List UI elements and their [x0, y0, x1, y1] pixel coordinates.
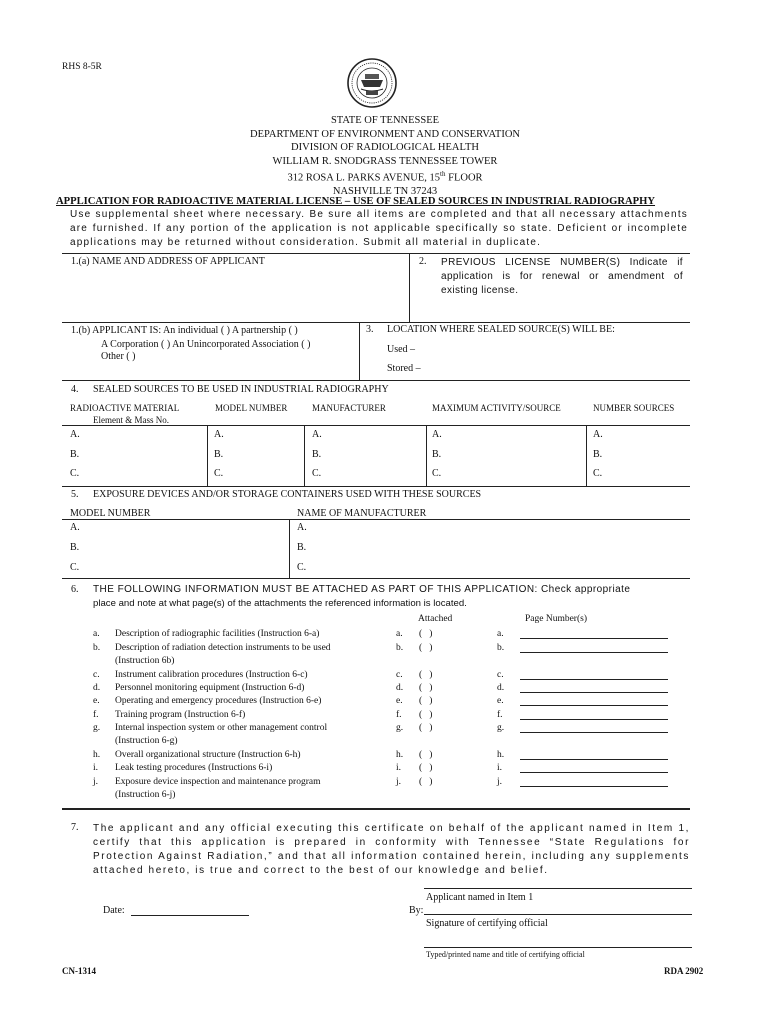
item-7-certification-text: The applicant and any official executing this certificate on behalf of the applicant named in Item 1, certify that this application is prepared in conformity with Tennessee “State Regulations for Protection Against Radiation,” and that all information contained herein, including any supplements attached hereto, is true and correct to the best of our knowledge and belief. — [93, 823, 690, 876]
attachment-letter: e. — [497, 696, 504, 706]
sealed-source-cell[interactable]: B. — [593, 449, 603, 460]
previous-license-number-field[interactable] — [412, 298, 688, 320]
attachment-description: Overall organizational structure (Instruction 6-h) — [115, 750, 301, 760]
sealed-source-cell[interactable]: B. — [312, 449, 322, 460]
instructions-text: Use supplemental sheet where necessary. Be sure all items are completed and that all necessary attachments are furnished. If any portion of the application is not applicable specifically so state. Deficient or incomplete applications may be returned without consideration. Submit all material in duplicate. — [70, 209, 688, 248]
attachment-description: Instrument calibration procedures (Instruction 6-c) — [115, 670, 308, 680]
attachment-letter: c. — [396, 670, 403, 680]
item-1a-label: 1.(a) NAME AND ADDRESS OF APPLICANT — [71, 256, 265, 267]
item-5-number: 5. — [71, 489, 79, 500]
attachment-letter: j. — [396, 777, 402, 787]
attached-checkbox[interactable]: ( ) — [419, 763, 433, 773]
attachment-letter: g. — [497, 723, 505, 733]
device-cell[interactable]: C. — [70, 562, 80, 573]
attachment-description: Internal inspection system or other management control — [115, 723, 328, 733]
attached-checkbox[interactable]: ( ) — [419, 723, 433, 733]
col-device-manufacturer: NAME OF MANUFACTURER — [297, 508, 427, 519]
col-page-numbers: Page Number(s) — [525, 614, 587, 624]
header-division: DIVISION OF RADIOLOGICAL HEALTH — [291, 142, 479, 153]
page-number-field[interactable] — [520, 652, 668, 653]
page-number-field[interactable] — [520, 719, 668, 720]
item-4-label: SEALED SOURCES TO BE USED IN INDUSTRIAL RADIOGRAPHY — [93, 384, 389, 395]
sealed-source-cell[interactable]: B. — [214, 449, 224, 460]
attachment-description: Training program (Instruction 6-f) — [115, 710, 246, 720]
attachment-letter: a. — [396, 629, 403, 639]
applicant-name-address-field[interactable] — [64, 270, 404, 318]
attachment-letter: e. — [396, 696, 403, 706]
item-6-label-line1: THE FOLLOWING INFORMATION MUST BE ATTACHED AS PART OF THIS APPLICATION: Check appropriate — [93, 584, 631, 595]
sealed-source-cell[interactable]: C. — [214, 468, 224, 479]
item-6-number: 6. — [71, 584, 79, 595]
col-model-number: MODEL NUMBER — [215, 403, 288, 413]
attachment-description: Description of radiation detection instruments to be used — [115, 643, 331, 653]
attachment-letter: f. — [93, 710, 99, 720]
device-cell[interactable]: A. — [70, 522, 80, 533]
page-number-field[interactable] — [520, 638, 668, 639]
form-title: APPLICATION FOR RADIOACTIVE MATERIAL LICENSE – USE OF SEALED SOURCES IN INDUSTRIAL RADIOGRAPHY — [56, 196, 656, 207]
sealed-source-cell[interactable]: A. — [214, 429, 224, 440]
item-4-number: 4. — [71, 384, 79, 395]
page-number-field[interactable] — [520, 705, 668, 706]
page-number-field[interactable] — [520, 759, 668, 760]
item-3-number: 3. — [366, 324, 374, 335]
attachment-description-cont: (Instruction 6-g) — [115, 736, 178, 746]
attachment-letter: c. — [93, 670, 100, 680]
item-3-stored-label: Stored – — [387, 363, 421, 374]
attachment-description: Operating and emergency procedures (Instruction 6-e) — [115, 696, 322, 706]
header-state: STATE OF TENNESSEE — [330, 115, 440, 126]
attachment-letter: h. — [497, 750, 505, 760]
form-code: RHS 8-5R — [62, 62, 102, 72]
attachment-letter: g. — [93, 723, 101, 733]
tennessee-seal-icon — [347, 56, 397, 110]
item-1b-line3: Other ( ) — [101, 351, 136, 362]
device-cell[interactable]: C. — [297, 562, 307, 573]
signature-label: Signature of certifying official — [426, 918, 548, 929]
date-field[interactable] — [131, 915, 249, 916]
attachment-letter: i. — [497, 763, 503, 773]
page-number-field[interactable] — [520, 732, 668, 733]
attachment-description-cont: (Instruction 6-j) — [115, 790, 176, 800]
item-5-label: EXPOSURE DEVICES AND/OR STORAGE CONTAINERS USED WITH THESE SOURCES — [93, 489, 482, 500]
col-attached: Attached — [418, 614, 453, 624]
footer-rda-number: RDA 2902 — [664, 966, 704, 976]
attachment-letter: b. — [396, 643, 404, 653]
item-6-label-line2: place and note at what page(s) of the attachments the referenced information is located. — [93, 598, 467, 609]
attachment-letter: j. — [497, 777, 503, 787]
attachment-letter: f. — [396, 710, 402, 720]
page-number-field[interactable] — [520, 679, 668, 680]
header-street: 312 ROSA L. PARKS AVENUE, 15th FLOOR — [287, 170, 483, 184]
applicant-label: Applicant named in Item 1 — [426, 892, 534, 903]
header-department: DEPARTMENT OF ENVIRONMENT AND CONSERVATION — [249, 128, 520, 140]
attachment-description: Personnel monitoring equipment (Instruction 6-d) — [115, 683, 305, 693]
page-number-field[interactable] — [520, 786, 668, 787]
sealed-source-cell[interactable]: A. — [593, 429, 603, 440]
sealed-source-cell[interactable]: A. — [70, 429, 80, 440]
attachment-description: Exposure device inspection and maintenance program — [115, 777, 321, 787]
typed-name-field[interactable] — [424, 947, 692, 948]
col-device-model-number: MODEL NUMBER — [70, 508, 151, 519]
attached-checkbox[interactable]: ( ) — [419, 696, 433, 706]
attachment-letter: h. — [396, 750, 404, 760]
sealed-source-cell[interactable]: C. — [312, 468, 322, 479]
agency-header — [0, 114, 770, 199]
attachment-letter: d. — [497, 683, 505, 693]
col-number-sources: NUMBER SOURCES — [593, 403, 675, 413]
footer-form-number: CN-1314 — [62, 966, 96, 976]
sealed-source-cell[interactable]: C. — [432, 468, 442, 479]
attachment-letter: j. — [93, 777, 99, 787]
col-manufacturer: MANUFACTURER — [312, 403, 386, 413]
attached-checkbox[interactable]: ( ) — [419, 710, 433, 720]
attachment-letter: a. — [93, 629, 100, 639]
device-cell[interactable]: B. — [70, 542, 80, 553]
sealed-source-cell[interactable]: C. — [70, 468, 80, 479]
attached-checkbox[interactable]: ( ) — [419, 643, 433, 653]
attachment-letter: d. — [396, 683, 404, 693]
col-radioactive-material: RADIOACTIVE MATERIAL — [70, 403, 180, 413]
attachment-description-cont: (Instruction 6b) — [115, 656, 175, 666]
attached-checkbox[interactable]: ( ) — [419, 670, 433, 680]
col-max-activity: MAXIMUM ACTIVITY/SOURCE — [432, 403, 561, 413]
attached-checkbox[interactable]: ( ) — [419, 683, 433, 693]
attachment-letter: b. — [497, 643, 505, 653]
attached-checkbox[interactable]: ( ) — [419, 777, 433, 787]
attached-checkbox[interactable]: ( ) — [419, 629, 433, 639]
attached-checkbox[interactable]: ( ) — [419, 750, 433, 760]
header-building: WILLIAM R. SNODGRASS TENNESSEE TOWER — [272, 155, 498, 167]
sealed-source-cell[interactable]: A. — [432, 429, 442, 440]
typed-name-label: Typed/printed name and title of certifying official — [426, 950, 585, 959]
item-3-label: LOCATION WHERE SEALED SOURCE(S) WILL BE: — [387, 324, 615, 335]
device-cell[interactable]: A. — [297, 522, 307, 533]
attachment-letter: f. — [497, 710, 503, 720]
date-label: Date: — [103, 905, 125, 916]
attachment-letter: i. — [396, 763, 402, 773]
attachment-letter: i. — [93, 763, 99, 773]
attachment-letter: c. — [497, 670, 504, 680]
attachment-letter: a. — [497, 629, 504, 639]
attachment-letter: h. — [93, 750, 101, 760]
attachment-letter: e. — [93, 696, 100, 706]
sealed-source-cell[interactable]: B. — [70, 449, 80, 460]
attachment-letter: d. — [93, 683, 101, 693]
item-1b-line2: A Corporation ( ) An Unincorporated Association ( ) — [101, 339, 311, 350]
sealed-source-cell[interactable]: A. — [312, 429, 322, 440]
sealed-source-cell[interactable]: C. — [593, 468, 603, 479]
page-number-field[interactable] — [520, 692, 668, 693]
col-radioactive-material-sub: Element & Mass No. — [93, 415, 169, 425]
sealed-source-cell[interactable]: B. — [432, 449, 442, 460]
page-number-field[interactable] — [520, 772, 668, 773]
attachment-description: Description of radiographic facilities (Instruction 6-a) — [115, 629, 320, 639]
header-city: NASHVILLE TN 37243 — [332, 186, 438, 197]
signature-field[interactable] — [424, 914, 692, 915]
item-2-number: 2. — [419, 256, 427, 267]
item-1b-line1: 1.(b) APPLICANT IS: An individual ( ) A partnership ( ) — [71, 325, 298, 336]
attachment-description: Leak testing procedures (Instructions 6-i) — [115, 763, 273, 773]
item-7-number: 7. — [71, 822, 79, 833]
item-3-used-label: Used – — [387, 344, 416, 355]
by-label: By: — [409, 905, 424, 916]
device-cell[interactable]: B. — [297, 542, 307, 553]
item-2-label: PREVIOUS LICENSE NUMBER(S) Indicate if application is for renewal or amendment of existing license. — [441, 257, 683, 296]
attachment-letter: b. — [93, 643, 101, 653]
attachment-letter: g. — [396, 723, 404, 733]
